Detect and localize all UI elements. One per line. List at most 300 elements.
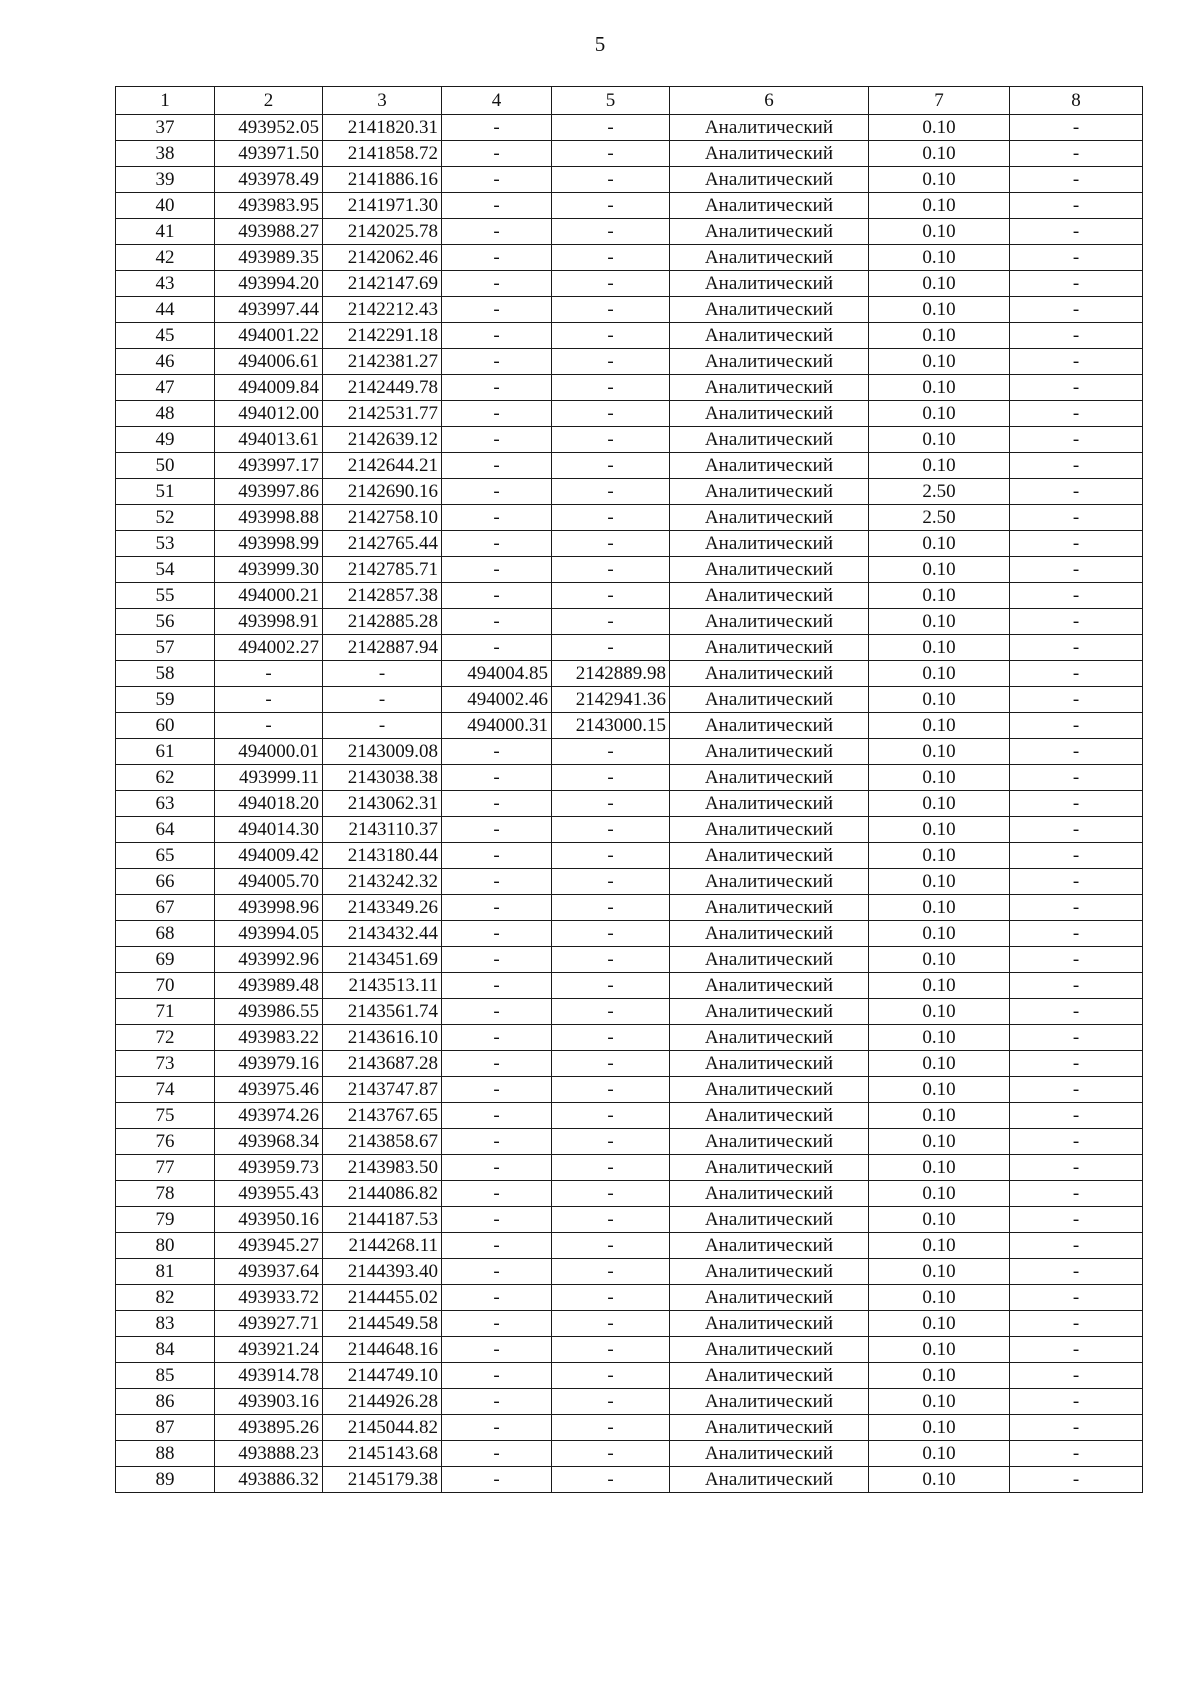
method-cell: Аналитический	[670, 1103, 869, 1129]
note-cell: -	[1010, 1051, 1143, 1077]
column-header: 3	[323, 87, 442, 115]
accuracy-cell: 0.10	[869, 167, 1010, 193]
x-coordinate-alt-cell: -	[442, 1415, 552, 1441]
y-coordinate-cell: 2143180.44	[323, 843, 442, 869]
method-cell: Аналитический	[670, 1441, 869, 1467]
column-header: 1	[116, 87, 215, 115]
y-coordinate-alt-cell: -	[552, 1025, 670, 1051]
x-coordinate-alt-cell: -	[442, 1259, 552, 1285]
point-number-cell: 43	[116, 271, 215, 297]
accuracy-cell: 0.10	[869, 1389, 1010, 1415]
point-number-cell: 75	[116, 1103, 215, 1129]
x-coordinate-alt-cell: -	[442, 999, 552, 1025]
method-cell: Аналитический	[670, 297, 869, 323]
x-coordinate-cell: 493986.55	[215, 999, 323, 1025]
method-cell: Аналитический	[670, 427, 869, 453]
table-row	[116, 999, 1143, 1025]
x-coordinate-cell: 493895.26	[215, 1415, 323, 1441]
accuracy-cell: 0.10	[869, 1155, 1010, 1181]
note-cell: -	[1010, 1363, 1143, 1389]
method-cell: Аналитический	[670, 1155, 869, 1181]
method-cell: Аналитический	[670, 271, 869, 297]
point-number-cell: 37	[116, 115, 215, 141]
note-cell: -	[1010, 1025, 1143, 1051]
y-coordinate-cell: 2142212.43	[323, 297, 442, 323]
accuracy-cell: 0.10	[869, 843, 1010, 869]
y-coordinate-alt-cell: -	[552, 297, 670, 323]
y-coordinate-cell: 2143767.65	[323, 1103, 442, 1129]
accuracy-cell: 0.10	[869, 1181, 1010, 1207]
method-cell: Аналитический	[670, 739, 869, 765]
point-number-cell: 48	[116, 401, 215, 427]
accuracy-cell: 0.10	[869, 453, 1010, 479]
y-coordinate-cell: 2142639.12	[323, 427, 442, 453]
x-coordinate-alt-cell: -	[442, 1051, 552, 1077]
point-number-cell: 57	[116, 635, 215, 661]
table-row	[116, 1441, 1143, 1467]
x-coordinate-alt-cell: -	[442, 1129, 552, 1155]
point-number-cell: 77	[116, 1155, 215, 1181]
table-row	[116, 765, 1143, 791]
table-row	[116, 1311, 1143, 1337]
note-cell: -	[1010, 973, 1143, 999]
x-coordinate-cell: 493998.88	[215, 505, 323, 531]
y-coordinate-cell: 2143242.32	[323, 869, 442, 895]
y-coordinate-alt-cell: -	[552, 193, 670, 219]
accuracy-cell: 0.10	[869, 349, 1010, 375]
point-number-cell: 84	[116, 1337, 215, 1363]
method-cell: Аналитический	[670, 661, 869, 687]
method-cell: Аналитический	[670, 1207, 869, 1233]
note-cell: -	[1010, 245, 1143, 271]
y-coordinate-cell: 2143513.11	[323, 973, 442, 999]
table-body	[116, 115, 1143, 1493]
note-cell: -	[1010, 869, 1143, 895]
accuracy-cell: 0.10	[869, 193, 1010, 219]
y-coordinate-cell: -	[323, 687, 442, 713]
method-cell: Аналитический	[670, 713, 869, 739]
y-coordinate-cell: 2143687.28	[323, 1051, 442, 1077]
y-coordinate-cell: 2142785.71	[323, 557, 442, 583]
method-cell: Аналитический	[670, 1467, 869, 1493]
method-cell: Аналитический	[670, 869, 869, 895]
x-coordinate-alt-cell: 494004.85	[442, 661, 552, 687]
x-coordinate-cell: 494018.20	[215, 791, 323, 817]
x-coordinate-cell: 494009.84	[215, 375, 323, 401]
column-header: 2	[215, 87, 323, 115]
x-coordinate-cell: 494005.70	[215, 869, 323, 895]
table-row	[116, 1259, 1143, 1285]
x-coordinate-cell: 493994.05	[215, 921, 323, 947]
point-number-cell: 82	[116, 1285, 215, 1311]
y-coordinate-cell: 2142690.16	[323, 479, 442, 505]
note-cell: -	[1010, 401, 1143, 427]
note-cell: -	[1010, 531, 1143, 557]
accuracy-cell: 0.10	[869, 973, 1010, 999]
y-coordinate-alt-cell: -	[552, 1233, 670, 1259]
column-header: 6	[670, 87, 869, 115]
note-cell: -	[1010, 1233, 1143, 1259]
table-row	[116, 1077, 1143, 1103]
table-row	[116, 427, 1143, 453]
column-header: 7	[869, 87, 1010, 115]
x-coordinate-alt-cell: -	[442, 245, 552, 271]
table-row	[116, 973, 1143, 999]
accuracy-cell: 0.10	[869, 1467, 1010, 1493]
y-coordinate-alt-cell: -	[552, 973, 670, 999]
accuracy-cell: 0.10	[869, 557, 1010, 583]
point-number-cell: 45	[116, 323, 215, 349]
y-coordinate-cell: 2143561.74	[323, 999, 442, 1025]
x-coordinate-cell: 493886.32	[215, 1467, 323, 1493]
note-cell: -	[1010, 1207, 1143, 1233]
x-coordinate-cell: 493971.50	[215, 141, 323, 167]
accuracy-cell: 0.10	[869, 1363, 1010, 1389]
y-coordinate-cell: 2142857.38	[323, 583, 442, 609]
x-coordinate-alt-cell: -	[442, 375, 552, 401]
point-number-cell: 40	[116, 193, 215, 219]
note-cell: -	[1010, 635, 1143, 661]
note-cell: -	[1010, 1337, 1143, 1363]
y-coordinate-cell: 2141820.31	[323, 115, 442, 141]
y-coordinate-cell: 2142887.94	[323, 635, 442, 661]
x-coordinate-cell: 493997.86	[215, 479, 323, 505]
x-coordinate-alt-cell: -	[442, 167, 552, 193]
x-coordinate-cell: 493914.78	[215, 1363, 323, 1389]
x-coordinate-alt-cell: -	[442, 1311, 552, 1337]
method-cell: Аналитический	[670, 1077, 869, 1103]
table-row	[116, 1129, 1143, 1155]
y-coordinate-alt-cell: -	[552, 1337, 670, 1363]
point-number-cell: 68	[116, 921, 215, 947]
y-coordinate-alt-cell: -	[552, 791, 670, 817]
x-coordinate-cell: 493945.27	[215, 1233, 323, 1259]
method-cell: Аналитический	[670, 401, 869, 427]
accuracy-cell: 0.10	[869, 245, 1010, 271]
x-coordinate-alt-cell: -	[442, 1441, 552, 1467]
method-cell: Аналитический	[670, 895, 869, 921]
x-coordinate-alt-cell: -	[442, 791, 552, 817]
x-coordinate-cell: -	[215, 661, 323, 687]
method-cell: Аналитический	[670, 999, 869, 1025]
accuracy-cell: 0.10	[869, 1441, 1010, 1467]
x-coordinate-alt-cell: -	[442, 1467, 552, 1493]
method-cell: Аналитический	[670, 947, 869, 973]
accuracy-cell: 0.10	[869, 1311, 1010, 1337]
x-coordinate-cell: 493989.48	[215, 973, 323, 999]
y-coordinate-alt-cell: -	[552, 1051, 670, 1077]
y-coordinate-alt-cell: -	[552, 1415, 670, 1441]
method-cell: Аналитический	[670, 687, 869, 713]
note-cell: -	[1010, 427, 1143, 453]
method-cell: Аналитический	[670, 1389, 869, 1415]
method-cell: Аналитический	[670, 1181, 869, 1207]
x-coordinate-cell: 493950.16	[215, 1207, 323, 1233]
y-coordinate-alt-cell: -	[552, 635, 670, 661]
x-coordinate-cell: 493998.96	[215, 895, 323, 921]
accuracy-cell: 0.10	[869, 141, 1010, 167]
method-cell: Аналитический	[670, 973, 869, 999]
method-cell: Аналитический	[670, 349, 869, 375]
note-cell: -	[1010, 661, 1143, 687]
accuracy-cell: 0.10	[869, 661, 1010, 687]
y-coordinate-cell: 2141971.30	[323, 193, 442, 219]
y-coordinate-cell: 2142449.78	[323, 375, 442, 401]
note-cell: -	[1010, 1467, 1143, 1493]
note-cell: -	[1010, 505, 1143, 531]
accuracy-cell: 0.10	[869, 687, 1010, 713]
table-row	[116, 635, 1143, 661]
accuracy-cell: 0.10	[869, 1103, 1010, 1129]
column-header: 8	[1010, 87, 1143, 115]
note-cell: -	[1010, 323, 1143, 349]
method-cell: Аналитический	[670, 505, 869, 531]
point-number-cell: 41	[116, 219, 215, 245]
x-coordinate-cell: 493903.16	[215, 1389, 323, 1415]
x-coordinate-cell: -	[215, 713, 323, 739]
point-number-cell: 86	[116, 1389, 215, 1415]
x-coordinate-alt-cell: -	[442, 1181, 552, 1207]
note-cell: -	[1010, 1259, 1143, 1285]
table-row	[116, 531, 1143, 557]
y-coordinate-cell: 2145143.68	[323, 1441, 442, 1467]
y-coordinate-cell: 2144393.40	[323, 1259, 442, 1285]
table-row	[116, 1181, 1143, 1207]
note-cell: -	[1010, 999, 1143, 1025]
x-coordinate-alt-cell: 494002.46	[442, 687, 552, 713]
y-coordinate-alt-cell: 2142941.36	[552, 687, 670, 713]
table-row	[116, 1207, 1143, 1233]
method-cell: Аналитический	[670, 843, 869, 869]
table-row	[116, 609, 1143, 635]
note-cell: -	[1010, 713, 1143, 739]
method-cell: Аналитический	[670, 1259, 869, 1285]
y-coordinate-alt-cell: -	[552, 375, 670, 401]
header-row	[116, 87, 1143, 115]
note-cell: -	[1010, 687, 1143, 713]
x-coordinate-cell: 493998.99	[215, 531, 323, 557]
note-cell: -	[1010, 609, 1143, 635]
point-number-cell: 61	[116, 739, 215, 765]
y-coordinate-alt-cell: -	[552, 843, 670, 869]
accuracy-cell: 0.10	[869, 713, 1010, 739]
note-cell: -	[1010, 1389, 1143, 1415]
x-coordinate-cell: 494013.61	[215, 427, 323, 453]
x-coordinate-alt-cell: -	[442, 349, 552, 375]
y-coordinate-alt-cell: -	[552, 141, 670, 167]
table-row	[116, 375, 1143, 401]
point-number-cell: 89	[116, 1467, 215, 1493]
point-number-cell: 49	[116, 427, 215, 453]
point-number-cell: 46	[116, 349, 215, 375]
y-coordinate-cell: 2142765.44	[323, 531, 442, 557]
x-coordinate-cell: 493988.27	[215, 219, 323, 245]
note-cell: -	[1010, 1181, 1143, 1207]
y-coordinate-alt-cell: -	[552, 999, 670, 1025]
y-coordinate-cell: 2144086.82	[323, 1181, 442, 1207]
accuracy-cell: 0.10	[869, 1337, 1010, 1363]
x-coordinate-alt-cell: -	[442, 453, 552, 479]
table-row	[116, 1155, 1143, 1181]
x-coordinate-alt-cell: -	[442, 557, 552, 583]
table-row	[116, 167, 1143, 193]
y-coordinate-cell: 2143038.38	[323, 765, 442, 791]
x-coordinate-cell: 493983.95	[215, 193, 323, 219]
table-row	[116, 583, 1143, 609]
x-coordinate-cell: 493997.44	[215, 297, 323, 323]
accuracy-cell: 0.10	[869, 1051, 1010, 1077]
point-number-cell: 70	[116, 973, 215, 999]
x-coordinate-cell: 493933.72	[215, 1285, 323, 1311]
y-coordinate-alt-cell: -	[552, 323, 670, 349]
y-coordinate-alt-cell: -	[552, 1363, 670, 1389]
method-cell: Аналитический	[670, 453, 869, 479]
x-coordinate-alt-cell: -	[442, 323, 552, 349]
x-coordinate-cell: 493952.05	[215, 115, 323, 141]
accuracy-cell: 0.10	[869, 271, 1010, 297]
table-row	[116, 791, 1143, 817]
note-cell: -	[1010, 375, 1143, 401]
y-coordinate-cell: 2141858.72	[323, 141, 442, 167]
x-coordinate-cell: 493989.35	[215, 245, 323, 271]
x-coordinate-cell: 494009.42	[215, 843, 323, 869]
accuracy-cell: 0.10	[869, 115, 1010, 141]
note-cell: -	[1010, 1129, 1143, 1155]
table-row	[116, 193, 1143, 219]
y-coordinate-cell: 2142885.28	[323, 609, 442, 635]
y-coordinate-cell: 2142758.10	[323, 505, 442, 531]
x-coordinate-alt-cell: -	[442, 505, 552, 531]
x-coordinate-alt-cell: -	[442, 479, 552, 505]
y-coordinate-alt-cell: -	[552, 1155, 670, 1181]
y-coordinate-cell: 2142062.46	[323, 245, 442, 271]
x-coordinate-cell: 494014.30	[215, 817, 323, 843]
x-coordinate-alt-cell: -	[442, 1337, 552, 1363]
method-cell: Аналитический	[670, 479, 869, 505]
coordinates-table	[115, 86, 1143, 1493]
point-number-cell: 87	[116, 1415, 215, 1441]
y-coordinate-cell: 2144549.58	[323, 1311, 442, 1337]
table-row	[116, 1233, 1143, 1259]
x-coordinate-cell: 493974.26	[215, 1103, 323, 1129]
y-coordinate-alt-cell: -	[552, 583, 670, 609]
table-row	[116, 479, 1143, 505]
accuracy-cell: 0.10	[869, 791, 1010, 817]
accuracy-cell: 0.10	[869, 1025, 1010, 1051]
method-cell: Аналитический	[670, 635, 869, 661]
point-number-cell: 88	[116, 1441, 215, 1467]
y-coordinate-alt-cell: -	[552, 245, 670, 271]
x-coordinate-alt-cell: -	[442, 427, 552, 453]
table-row	[116, 895, 1143, 921]
accuracy-cell: 2.50	[869, 505, 1010, 531]
method-cell: Аналитический	[670, 557, 869, 583]
y-coordinate-alt-cell: -	[552, 869, 670, 895]
note-cell: -	[1010, 817, 1143, 843]
accuracy-cell: 0.10	[869, 323, 1010, 349]
x-coordinate-alt-cell: -	[442, 739, 552, 765]
y-coordinate-alt-cell: -	[552, 1103, 670, 1129]
accuracy-cell: 0.10	[869, 635, 1010, 661]
x-coordinate-alt-cell: -	[442, 843, 552, 869]
x-coordinate-alt-cell: -	[442, 947, 552, 973]
y-coordinate-alt-cell: -	[552, 531, 670, 557]
y-coordinate-alt-cell: -	[552, 1181, 670, 1207]
point-number-cell: 54	[116, 557, 215, 583]
table-row	[116, 1337, 1143, 1363]
method-cell: Аналитический	[670, 1415, 869, 1441]
point-number-cell: 50	[116, 453, 215, 479]
x-coordinate-cell: 493888.23	[215, 1441, 323, 1467]
note-cell: -	[1010, 921, 1143, 947]
x-coordinate-cell: 493937.64	[215, 1259, 323, 1285]
table-row	[116, 1389, 1143, 1415]
note-cell: -	[1010, 1441, 1143, 1467]
table-row	[116, 1025, 1143, 1051]
x-coordinate-cell: 493994.20	[215, 271, 323, 297]
accuracy-cell: 0.10	[869, 869, 1010, 895]
accuracy-cell: 0.10	[869, 1233, 1010, 1259]
method-cell: Аналитический	[670, 245, 869, 271]
method-cell: Аналитический	[670, 1051, 869, 1077]
y-coordinate-cell: 2143009.08	[323, 739, 442, 765]
y-coordinate-alt-cell: -	[552, 219, 670, 245]
x-coordinate-alt-cell: -	[442, 1025, 552, 1051]
method-cell: Аналитический	[670, 609, 869, 635]
x-coordinate-cell: 494001.22	[215, 323, 323, 349]
point-number-cell: 72	[116, 1025, 215, 1051]
method-cell: Аналитический	[670, 817, 869, 843]
method-cell: Аналитический	[670, 791, 869, 817]
accuracy-cell: 0.10	[869, 1415, 1010, 1441]
x-coordinate-alt-cell: -	[442, 297, 552, 323]
note-cell: -	[1010, 167, 1143, 193]
method-cell: Аналитический	[670, 193, 869, 219]
note-cell: -	[1010, 947, 1143, 973]
x-coordinate-alt-cell: -	[442, 1389, 552, 1415]
point-number-cell: 52	[116, 505, 215, 531]
x-coordinate-alt-cell: -	[442, 973, 552, 999]
point-number-cell: 51	[116, 479, 215, 505]
note-cell: -	[1010, 557, 1143, 583]
method-cell: Аналитический	[670, 323, 869, 349]
point-number-cell: 71	[116, 999, 215, 1025]
note-cell: -	[1010, 115, 1143, 141]
x-coordinate-cell: 494006.61	[215, 349, 323, 375]
note-cell: -	[1010, 453, 1143, 479]
y-coordinate-alt-cell: -	[552, 1467, 670, 1493]
point-number-cell: 62	[116, 765, 215, 791]
method-cell: Аналитический	[670, 1233, 869, 1259]
note-cell: -	[1010, 479, 1143, 505]
y-coordinate-cell: 2143349.26	[323, 895, 442, 921]
x-coordinate-cell: 493998.91	[215, 609, 323, 635]
note-cell: -	[1010, 583, 1143, 609]
accuracy-cell: 0.10	[869, 583, 1010, 609]
y-coordinate-cell: 2142644.21	[323, 453, 442, 479]
point-number-cell: 47	[116, 375, 215, 401]
note-cell: -	[1010, 193, 1143, 219]
note-cell: -	[1010, 739, 1143, 765]
x-coordinate-cell: 494012.00	[215, 401, 323, 427]
method-cell: Аналитический	[670, 375, 869, 401]
accuracy-cell: 0.10	[869, 947, 1010, 973]
y-coordinate-alt-cell: -	[552, 1311, 670, 1337]
y-coordinate-alt-cell: -	[552, 427, 670, 453]
table-row	[116, 1415, 1143, 1441]
table-row	[116, 297, 1143, 323]
note-cell: -	[1010, 297, 1143, 323]
